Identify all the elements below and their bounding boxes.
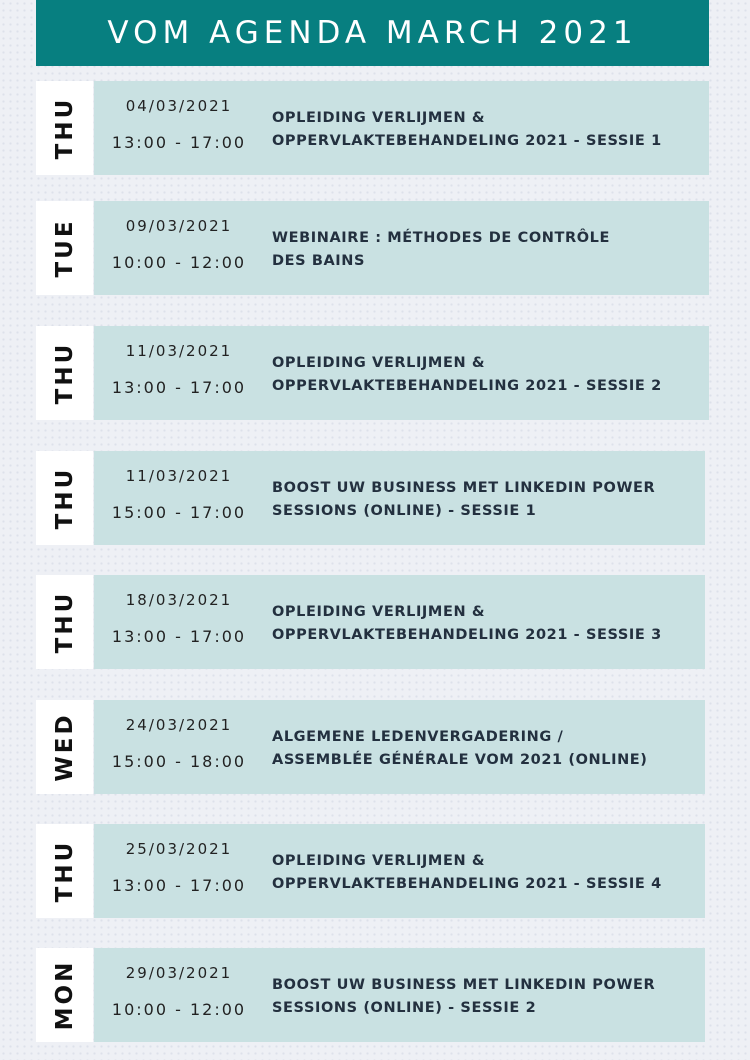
event-title-line: OPLEIDING VERLIJMEN & (272, 110, 486, 126)
day-box (36, 948, 93, 1042)
event-time: 10:00 - 12:00 (111, 253, 247, 272)
event-info (94, 81, 709, 175)
event-title (272, 601, 695, 647)
event-info (94, 700, 705, 794)
event-title (272, 850, 695, 896)
day-label: THU (51, 466, 78, 530)
event-title-line: OPPERVLAKTEBEHANDELING 2021 - SESSIE 4 (272, 876, 662, 892)
day-box (36, 201, 93, 295)
day-label: THU (51, 341, 78, 405)
event-time: 15:00 - 17:00 (111, 503, 247, 522)
event-title (272, 227, 699, 273)
agenda-header (36, 0, 709, 66)
event-time: 13:00 - 17:00 (111, 133, 247, 152)
day-box (36, 81, 93, 175)
day-box (36, 824, 93, 918)
event-title-line: DES BAINS (272, 253, 366, 269)
event-row (36, 81, 709, 175)
event-info (94, 451, 705, 545)
event-title-line: BOOST UW BUSINESS MET LINKEDIN POWER (272, 480, 656, 496)
event-date: 11/03/2021 (125, 342, 233, 360)
agenda-title: VOM AGENDA MARCH 2021 (107, 15, 638, 51)
event-title-line: SESSIONS (ONLINE) - SESSIE 1 (272, 503, 537, 519)
event-info (94, 201, 709, 295)
event-row (36, 824, 705, 918)
day-box (36, 326, 93, 420)
event-time: 13:00 - 17:00 (111, 876, 247, 895)
event-time: 15:00 - 18:00 (111, 752, 247, 771)
event-date: 18/03/2021 (125, 591, 233, 609)
event-title-line: OPLEIDING VERLIJMEN & (272, 355, 486, 371)
event-title (272, 477, 695, 523)
day-label: MON (51, 959, 78, 1031)
event-title-line: OPPERVLAKTEBEHANDELING 2021 - SESSIE 3 (272, 627, 662, 643)
day-label: WED (51, 712, 78, 782)
event-row (36, 451, 705, 545)
event-title-line: OPPERVLAKTEBEHANDELING 2021 - SESSIE 2 (272, 378, 662, 394)
day-label: TUE (51, 218, 78, 278)
event-time: 10:00 - 12:00 (111, 1000, 247, 1019)
event-row (36, 201, 709, 295)
event-row (36, 700, 705, 794)
day-label: THU (51, 96, 78, 160)
event-info (94, 575, 705, 669)
day-label: THU (51, 590, 78, 654)
event-title-line: BOOST UW BUSINESS MET LINKEDIN POWER (272, 977, 656, 993)
event-title (272, 974, 695, 1020)
event-title (272, 726, 695, 772)
event-title-line: OPLEIDING VERLIJMEN & (272, 604, 486, 620)
event-row (36, 575, 705, 669)
event-date: 24/03/2021 (125, 716, 233, 734)
event-info (94, 824, 705, 918)
event-title-line: OPPERVLAKTEBEHANDELING 2021 - SESSIE 1 (272, 133, 662, 149)
event-info (94, 326, 709, 420)
event-date: 09/03/2021 (125, 217, 233, 235)
event-time: 13:00 - 17:00 (111, 627, 247, 646)
event-row (36, 948, 705, 1042)
event-title-line: SESSIONS (ONLINE) - SESSIE 2 (272, 1000, 537, 1016)
event-date: 25/03/2021 (125, 840, 233, 858)
event-date: 11/03/2021 (125, 467, 233, 485)
event-date: 29/03/2021 (125, 964, 233, 982)
event-title (272, 107, 699, 153)
event-row (36, 326, 709, 420)
day-box (36, 700, 93, 794)
day-box (36, 451, 93, 545)
event-title-line: OPLEIDING VERLIJMEN & (272, 853, 486, 869)
event-title-line: WEBINAIRE : MÉTHODES DE CONTRÔLE (272, 230, 611, 246)
event-date: 04/03/2021 (125, 97, 233, 115)
event-title-line: ALGEMENE LEDENVERGADERING / (272, 729, 564, 745)
event-title-line: ASSEMBLÉE GÉNÉRALE VOM 2021 (ONLINE) (272, 752, 648, 768)
day-box (36, 575, 93, 669)
day-label: THU (51, 839, 78, 903)
event-title (272, 352, 699, 398)
event-time: 13:00 - 17:00 (111, 378, 247, 397)
event-info (94, 948, 705, 1042)
